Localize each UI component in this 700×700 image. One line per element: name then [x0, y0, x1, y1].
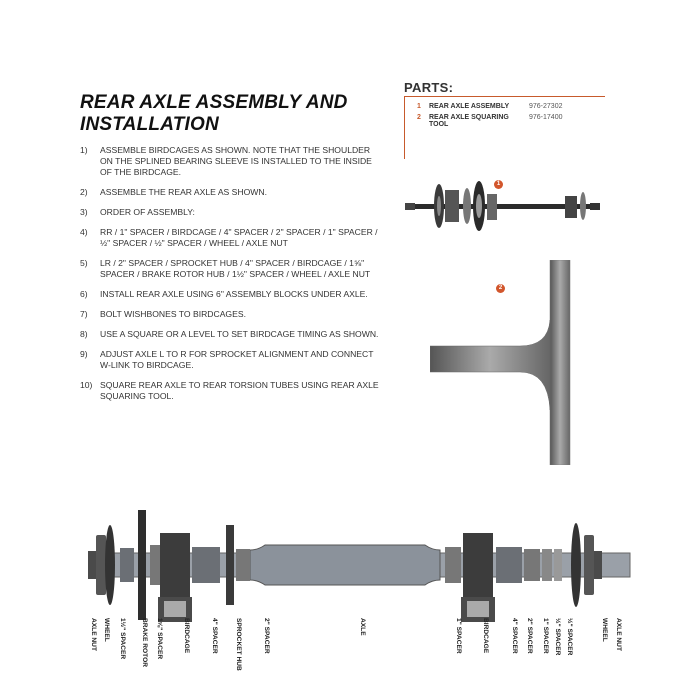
- label-spacer-1-5-8: 1⅝" SPACER: [156, 618, 163, 660]
- instruction-step: 3) ORDER OF ASSEMBLY:: [80, 207, 195, 217]
- parts-title: PARTS:: [404, 80, 454, 95]
- label-spacer-1-right: 1" SPACER: [455, 618, 462, 654]
- instruction-step: 7) BOLT WISHBONES TO BIRDCAGES.: [80, 309, 246, 319]
- part-item: 2 REAR AXLE SQUARING TOOL 976-17400: [417, 114, 563, 128]
- instruction-step: 6) INSTALL REAR AXLE USING 6" ASSEMBLY BLOCKS UNDER AXLE.: [80, 289, 368, 299]
- page-title: REAR AXLE ASSEMBLY AND INSTALLATION: [80, 92, 348, 135]
- part-marker-1: 1: [494, 180, 503, 189]
- part-marker-2: 2: [496, 284, 505, 293]
- rear-axle-squaring-tool-illustration: [430, 260, 580, 465]
- instruction-step: 9) ADJUST AXLE L TO R FOR SPROCKET ALIGNMENT AND CONNECT W-LINK TO BIRDCAGE.: [80, 349, 374, 370]
- label-spacer-1b-right: 1" SPACER: [542, 618, 549, 654]
- instruction-step: 10) SQUARE REAR AXLE TO REAR TORSION TUBES USING REAR AXLE SQUARING TOOL.: [80, 380, 379, 401]
- label-spacer-4-right: 4" SPACER: [511, 618, 518, 654]
- label-spacer-4-left: 4" SPACER: [211, 618, 218, 654]
- label-wheel-left: WHEEL: [103, 618, 110, 642]
- instruction-step: 2) ASSEMBLE THE REAR AXLE AS SHOWN.: [80, 187, 267, 197]
- label-axle-nut-left: AXLE NUT: [90, 618, 97, 651]
- label-brake-rotor: BRAKE ROTOR: [141, 618, 148, 667]
- label-spacer-half-b: ½" SPACER: [566, 618, 573, 656]
- instruction-list: [80, 145, 380, 411]
- label-axle: AXLE: [359, 618, 366, 636]
- part-item: 1 REAR AXLE ASSEMBLY 976-27302: [417, 103, 563, 110]
- label-axle-nut-right: AXLE NUT: [615, 618, 622, 651]
- instruction-step: 1) ASSEMBLE BIRDCAGES AS SHOWN. NOTE THAT THE SHOULDER ON THE SPLINED BEARING SLEEVE IS INSTALLED TO THE INSIDE OF THE BIRDCAGE.: [80, 145, 372, 177]
- label-sprocket-hub: SPROCKET HUB: [235, 618, 242, 671]
- parts-panel: [404, 80, 604, 128]
- instruction-step: 8) USE A SQUARE OR A LEVEL TO SET BIRDCAGE TIMING AS SHOWN.: [80, 329, 379, 339]
- axle-assembly-diagram: [80, 505, 640, 685]
- label-spacer-half-a: ½" SPACER: [554, 618, 561, 656]
- rear-axle-assembly-illustration: [405, 170, 605, 240]
- label-spacer-2-left: 2" SPACER: [263, 618, 270, 654]
- label-wheel-right: WHEEL: [601, 618, 608, 642]
- label-birdcage-left: BIRDCAGE: [183, 618, 190, 654]
- label-spacer-1-5: 1½" SPACER: [119, 618, 126, 660]
- parts-list: [404, 96, 605, 159]
- label-birdcage-right: BIRDCAGE: [482, 618, 489, 654]
- label-spacer-2-right: 2" SPACER: [526, 618, 533, 654]
- instruction-step: 5) LR / 2" SPACER / SPROCKET HUB / 4" SPACER / BIRDCAGE / 1⅝" SPACER / BRAKE ROTOR HUB / 1½" SPACER / WHEEL / AXLE NUT: [80, 258, 371, 279]
- instruction-step: 4) RR / 1" SPACER / BIRDCAGE / 4" SPACER / 2" SPACER / 1" SPACER / ½" SPACER / ½" SPACER / WHEEL / AXLE NUT: [80, 227, 378, 248]
